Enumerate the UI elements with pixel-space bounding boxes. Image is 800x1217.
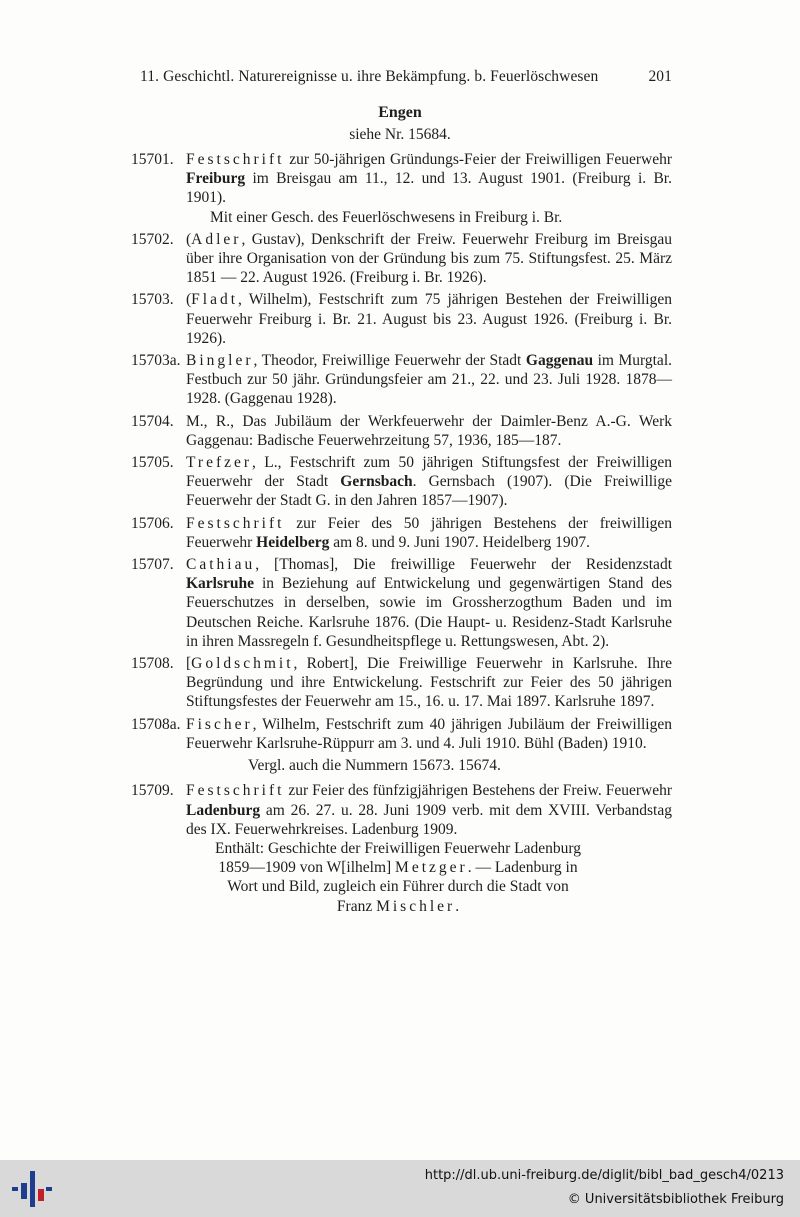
- entry-text: (Fladt, Wilhelm), Festschrift zum 75 jährigen Bestehen der Freiwilligen Feuerwehr Freiburg i. Br. 21. August bis 23. August 1926. (Freiburg i. Br. 1926).: [186, 291, 672, 347]
- entry-text: Festschrift zur 50-jährigen Gründungs-Feier der Freiwilligen Feuerwehr Freiburg im Breisgau am 11., 12. und 13. August 1901. (Freiburg i. Br. 1901).: [186, 151, 672, 207]
- entry-text: Cathiau, [Thomas], Die freiwillige Feuerwehr der Residenzstadt Karlsruhe in Beziehung auf Entwickelung und gegenwärtigen Stand des Feuerschutzes in derselben, sowie im Grossherzogthum Baden und im Deutschen Reiche. Karlsruhe 1876. (Die Haupt- u. Residenz-Stadt Karlsruhe in ihren Massregeln f. Gesundheitspflege u. Rettungswesen, Abt. 2).: [186, 556, 672, 650]
- entry-number: 15708.: [131, 655, 174, 673]
- bibliography-list: [0, 150, 800, 919]
- entry-number: 15705.: [131, 454, 174, 472]
- entry-number: 15704.: [131, 412, 174, 430]
- bibliography-entry: [0, 555, 800, 651]
- entry-text: Fischer, Wilhelm, Festschrift zum 40 jährigen Jubiläum der Freiwilligen Feuerwehr Karlsruhe-Rüppurr am 3. und 4. Juli 1910. Bühl (Baden) 1910.: [186, 715, 672, 752]
- bibliography-entry: [0, 412, 800, 450]
- entry-place: Freiburg: [186, 170, 246, 188]
- entry-author: Trefzer: [186, 454, 253, 472]
- entry-text: Festschrift zur Feier des fünfzigjährigen Bestehens der Freiw. Feuerwehr Ladenburg am 26. 27. u. 28. Juni 1909 verb. mit dem XVIII. Verbandstag des IX. Feuerwehrkreises. Ladenburg 1909.: [186, 782, 672, 838]
- entry-number: 15709.: [131, 782, 174, 800]
- entry-number: 15707.: [131, 556, 174, 574]
- bibliography-entry: [0, 654, 800, 712]
- entry-text: (Adler, Gustav), Denkschrift der Freiw. Feuerwehr Freiburg im Breisgau über ihre Organisation von der Gründung bis zum 75. Stiftungsfest. 25. März 1851 — 22. August 1926. (Freiburg i. Br. 1926).: [186, 230, 672, 287]
- entry-text: Festschrift zur Feier des 50 jährigen Bestehens der freiwilligen Feuerwehr Heidelberg am 8. und 9. Juni 1907. Heidelberg 1907.: [186, 514, 672, 551]
- entry-author: Festschrift: [186, 151, 285, 168]
- contents-author: Mischler: [376, 897, 456, 915]
- permalink-url[interactable]: http://dl.ub.uni-freiburg.de/diglit/bibl_bad_gesch4/0213: [424, 1168, 784, 1183]
- entry-author: Adler: [191, 230, 242, 248]
- cross-reference: Vergl. auch die Nummern 15673. 15674.: [248, 757, 501, 775]
- contents-note: Enthält: Geschichte der Freiwilligen Feuerwehr Ladenburg 1859—1909 von W[ilhelm] Metzger. — Ladenburg in Wort und Bild, zugleich ein Führer durch die Stadt von Franz Mischler.: [215, 839, 581, 915]
- bibliography-entry: [0, 453, 800, 511]
- entry-author: Fischer: [186, 715, 253, 733]
- entry-text: M., R., Das Jubiläum der Werkfeuerwehr der Daimler-Benz A.-G. Werk Gaggenau: Badische Feuerwehrzeitung 57, 1936, 185—187.: [186, 412, 672, 449]
- entry-place: Gaggenau: [525, 352, 594, 370]
- section-see-reference: siehe Nr. 15684.: [349, 126, 451, 143]
- entry-note: Mit einer Gesch. des Feuerlöschwesens in Freiburg i. Br.: [210, 208, 563, 226]
- entry-number: 15702.: [131, 230, 174, 248]
- bibliography-entry: [0, 715, 800, 753]
- entry-number: 15701.: [131, 151, 174, 168]
- entry-number: 15706.: [131, 514, 174, 532]
- entry-place: Ladenburg: [186, 801, 261, 819]
- entry-author: Fladt: [191, 291, 239, 309]
- entry-number: 15703.: [131, 291, 174, 309]
- bibliography-entry: [0, 290, 800, 348]
- entry-number: 15708a.: [131, 715, 181, 733]
- entry-author: Cathiau: [186, 556, 256, 574]
- page-number: 201: [648, 68, 672, 85]
- copyright-notice: © Universitätsbibliothek Freiburg: [567, 1192, 784, 1207]
- bibliography-entry: [0, 514, 800, 552]
- running-header: [140, 68, 672, 86]
- entry-text: Trefzer, L., Festschrift zum 50 jährigen Stiftungsfest der Freiwilligen Feuerwehr der Stadt Gernsbach. Gernsbach (1907). (Die Freiwillige Feuerwehr der Stadt G. in den Jahren 1857—1907).: [186, 454, 672, 510]
- viewer-footer: [0, 1160, 800, 1217]
- ub-freiburg-logo-icon[interactable]: [12, 1169, 52, 1209]
- bibliography-entry: [0, 351, 800, 409]
- entry-author: Bingler: [186, 352, 254, 370]
- entry-author: Festschrift: [186, 782, 285, 800]
- running-header-text: 11. Geschichtl. Naturereignisse u. ihre Bekämpfung. b. Feuerlöschwesen: [140, 68, 599, 85]
- section-title: Engen: [378, 104, 422, 121]
- bibliography-entry: [0, 781, 800, 915]
- entry-text: [Goldschmit, Robert], Die Freiwillige Feuerwehr in Karlsruhe. Ihre Begründung und ihre Entwickelung. Festschrift zur Feier des 50 jährigen Stiftungsfestes der Feuerwehr am 15., 16. u. 17. Mai 1897. Karlsruhe 1897.: [186, 655, 672, 711]
- contents-author: Metzger: [395, 859, 468, 877]
- entry-place: Heidelberg: [256, 533, 330, 551]
- bibliography-entry: [0, 230, 800, 288]
- entry-author: Goldschmit: [191, 655, 294, 673]
- entry-number: 15703a.: [131, 352, 181, 370]
- bibliography-entry: [0, 150, 800, 227]
- entry-place: Gernsbach: [340, 473, 413, 491]
- entry-author: Festschrift: [186, 514, 285, 532]
- entry-place: Karlsruhe: [186, 575, 255, 593]
- entry-text: Bingler, Theodor, Freiwillige Feuerwehr der Stadt Gaggenau im Murgtal. Festbuch zur 50 jähr. Gründungsfeier am 21., 22. und 23. Juli 1928. 1878—1928. (Gaggenau 1928).: [186, 352, 672, 408]
